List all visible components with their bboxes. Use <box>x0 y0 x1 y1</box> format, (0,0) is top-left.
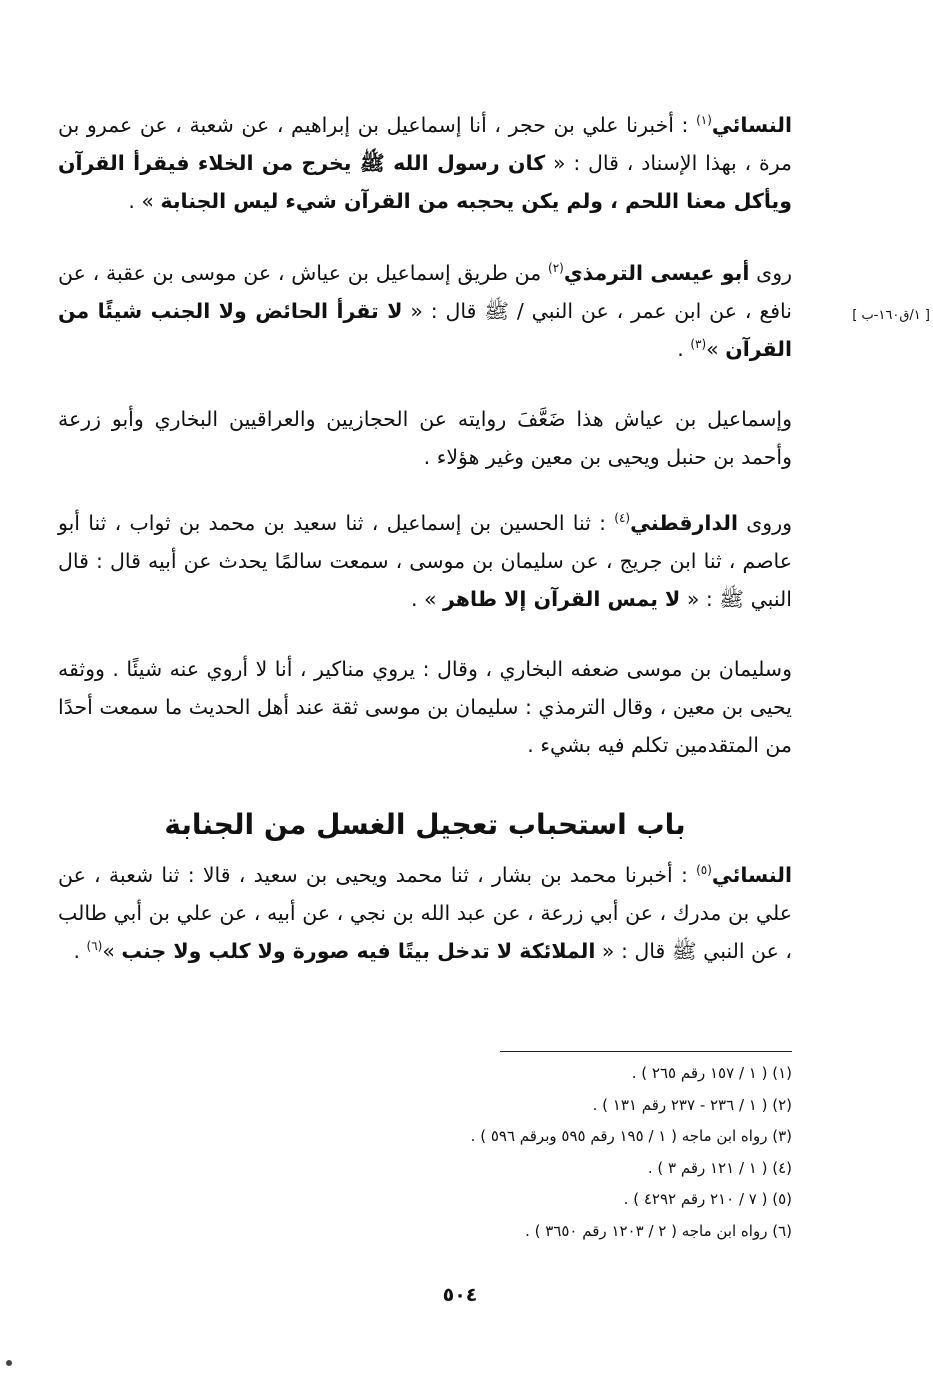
closing-text: . <box>73 939 87 963</box>
footnote-ref[interactable]: (٦) <box>86 939 103 953</box>
narrator-name: الدارقطني <box>630 511 739 535</box>
footnote-ref[interactable]: (٢) <box>548 261 564 275</box>
isnad-text: : ثنا الحسين بن إسماعيل ، ثنا سعيد بن محمد بن ثواب ، ثنا أبو عاصم ، ثنا ابن جريج ، عن سليمان بن موسى ، سمعت سالمًا يحدث عن أبيه قال : قال النبي ﷺ : « <box>58 511 792 611</box>
paragraph-lead-pre: روى <box>749 261 792 285</box>
closing-text: » <box>706 337 726 361</box>
closing-text: » . <box>410 587 444 611</box>
closing-text: » <box>102 939 122 963</box>
footnote-ref[interactable]: (٣) <box>690 337 707 351</box>
footnote-2: (٢) ( ١ / ٢٣٦ - ٢٣٧ رقم ١٣١ ) . <box>592 1095 792 1114</box>
footnote-divider <box>500 1051 792 1052</box>
manuscript-folio-note: [ ١/ق١٦٠-ب ] <box>852 308 930 323</box>
paragraph-sulayman-comment: وسليمان بن موسى ضعفه البخاري ، وقال : يروي مناكير ، أنا لا أروي عنه شيئًا . ووثقه يحيى بن معين ، وقال الترمذي : سليمان بن موسى ثقة عند أهل الحديث ما سمعت أحدًا من المتقدمين تكلم فيه بشيء . <box>58 657 792 757</box>
isnad-text: : أخبرنا محمد بن بشار ، ثنا محمد ويحيى بن سعيد ، قالا : ثنا شعبة ، عن علي بن مدرك ، عن أبي زرعة ، عن عبد الله بن نجي ، عن أبيه ، عن علي بن أبي طالب ، عن النبي ﷺ قال : « <box>58 863 792 963</box>
paragraph-nasai-khala <box>58 106 792 220</box>
paragraph-daraqutni <box>58 504 792 618</box>
narrator-name: أبو عيسى الترمذي <box>563 261 750 285</box>
page-number: ٥٠٤ <box>442 1284 478 1306</box>
paragraph-lead-pre: وروى <box>738 511 792 535</box>
narrator-name: النسائي <box>711 113 792 137</box>
closing-text: » . <box>128 189 161 213</box>
footnote-1: (١) ( ١ / ١٥٧ رقم ٢٦٥ ) . <box>631 1064 792 1082</box>
isnad-text: من طريق إسماعيل بن عياش ، عن موسى بن عقبة ، عن نافع ، عن ابن عمر ، عن النبي / ﷺ قال : « <box>58 261 792 323</box>
footnote-5: (٥) ( ٧ / ٢١٠ رقم ٤٢٩٢ ) . <box>623 1190 792 1208</box>
hadith-text: لا تقرأ الحائض ولا الجنب شيئًا من القرآن <box>58 299 792 361</box>
paragraph-ismail-comment: وإسماعيل بن عياش هذا ضَعَّفَ روايته عن الحجازيين والعراقيين البخاري وأبو زرعة وأحمد بن حنبل ويحيى بن معين وغير هؤلاء . <box>58 407 792 469</box>
narrator-name: النسائي <box>711 863 792 887</box>
closing-text: . <box>677 337 691 361</box>
hadith-text: لا يمس القرآن إلا طاهر <box>443 587 681 611</box>
paragraph-nasai-malaika <box>58 856 792 970</box>
hadith-text: كان رسول الله ﷺ يخرج من الخلاء فيقرأ القرآن ويأكل معنا اللحم ، ولم يكن يحجبه من القرآن شيء ليس الجنابة <box>58 151 792 213</box>
footnote-4: (٤) ( ١ / ١٢١ رقم ٣ ) . <box>647 1158 792 1177</box>
footnote-ref[interactable]: (٤) <box>614 511 631 525</box>
footnote-6: (٦) رواه ابن ماجه ( ٢ / ١٢٠٣ رقم ٣٦٥٠ ) . <box>525 1221 792 1240</box>
footnote-ref[interactable]: (٥) <box>696 863 712 877</box>
scan-speck <box>6 1360 12 1366</box>
hadith-text: الملائكة لا تدخل بيتًا فيه صورة ولا كلب ولا جنب <box>121 939 596 963</box>
footnote-ref[interactable]: (١) <box>696 113 712 127</box>
paragraph-tirmidhi <box>58 254 792 368</box>
footnote-3: (٣) رواه ابن ماجه ( ١ / ١٩٥ رقم ٥٩٥ وبرقم ٥٩٦ ) . <box>470 1127 792 1145</box>
section-heading: باب استحباب تعجيل الغسل من الجنابة <box>164 808 686 841</box>
footnotes <box>200 1058 792 1247</box>
isnad-text: : أخبرنا علي بن حجر ، أنا إسماعيل بن إبراهيم ، عن شعبة ، عن عمرو بن مرة ، بهذا الإسناد ، قال : « <box>58 113 792 175</box>
